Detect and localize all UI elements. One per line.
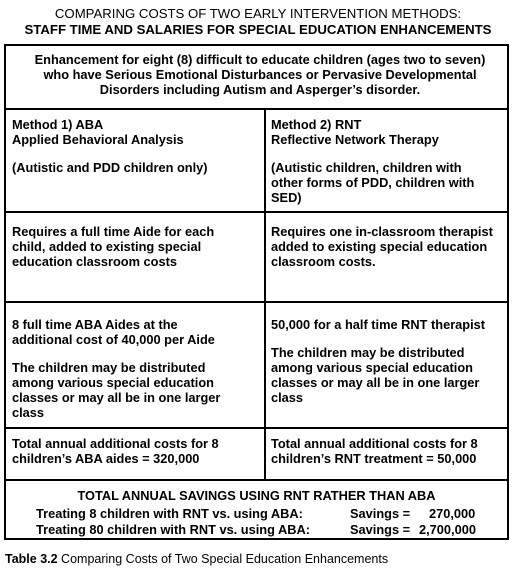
method-2-scope-line: other forms of PDD, children with xyxy=(271,175,475,190)
intro-text xyxy=(20,52,500,97)
text-line: class xyxy=(271,390,304,405)
text-line: classes or may all be in one larger xyxy=(12,390,221,405)
intro-line: Enhancement for eight (8) difficult to educate children (ages two to seven) xyxy=(34,52,486,67)
caption-label: Table 3.2 xyxy=(5,552,58,566)
text-line: additional cost of 40,000 per Aide xyxy=(12,332,215,347)
text-line: 50,000 for a half time RNT therapist xyxy=(271,317,486,332)
method-1-staffing xyxy=(12,317,247,420)
method-2-header xyxy=(271,117,507,205)
text-line: education classroom costs xyxy=(12,254,177,269)
method-1-header xyxy=(12,117,247,175)
text-line: classroom costs. xyxy=(271,254,376,269)
title-line-1: COMPARING COSTS OF TWO EARLY INTERVENTION METHODS: xyxy=(54,6,462,21)
title-line-2: STAFF TIME AND SALARIES FOR SPECIAL EDUCATION ENHANCEMENTS xyxy=(24,21,492,37)
column-divider xyxy=(264,108,266,480)
method-1-name: Method 1) ABA xyxy=(12,117,104,132)
document-title xyxy=(0,6,516,37)
method-1-total xyxy=(12,436,247,466)
text-line: 8 full time ABA Aides at the xyxy=(12,317,178,332)
text-line: Total annual additional costs for 8 xyxy=(271,436,478,451)
savings-heading: TOTAL ANNUAL SAVINGS USING RNT RATHER THAN ABA xyxy=(77,488,436,503)
text-line: The children may be distributed xyxy=(271,345,465,360)
text-line: classes or may all be in one larger xyxy=(271,375,480,390)
text-line: among various special education xyxy=(271,360,473,375)
table-caption xyxy=(5,552,388,566)
row-divider xyxy=(6,108,507,110)
savings-row-label: Treating 80 children with RNT vs. using ABA: xyxy=(36,522,310,537)
text-line: children’s RNT treatment = 50,000 xyxy=(271,451,477,466)
method-2-full-name: Reflective Network Therapy xyxy=(271,132,439,147)
row-divider xyxy=(6,211,507,213)
text-line: Total annual additional costs for 8 xyxy=(12,436,219,451)
caption-text: Comparing Costs of Two Special Education Enhancements xyxy=(57,552,389,566)
savings-row-value: 2,700,000 xyxy=(419,522,476,537)
text-line: Requires a full time Aide for each xyxy=(12,224,215,239)
row-divider xyxy=(6,427,507,429)
text-line: The children may be distributed xyxy=(12,360,206,375)
method-2-total xyxy=(271,436,507,466)
method-1-requirement xyxy=(12,224,247,269)
text-line: added to existing special education xyxy=(271,239,488,254)
savings-row-key: Savings = xyxy=(350,522,411,537)
method-2-name: Method 2) RNT xyxy=(271,117,362,132)
savings-row-key: Savings = xyxy=(350,506,411,521)
savings-row-value: 270,000 xyxy=(429,506,476,521)
method-1-scope: (Autistic and PDD children only) xyxy=(12,160,208,175)
method-2-requirement xyxy=(271,224,507,269)
text-line: children’s ABA aides = 320,000 xyxy=(12,451,200,466)
savings-row-label: Treating 8 children with RNT vs. using ABA: xyxy=(36,506,303,521)
method-2-scope-line: SED) xyxy=(271,190,302,205)
cost-comparison-table xyxy=(4,44,509,540)
row-divider xyxy=(6,301,507,303)
intro-line: Disorders including Autism and Asperger’s disorder. xyxy=(99,82,421,97)
method-1-full-name: Applied Behavioral Analysis xyxy=(12,132,184,147)
method-2-staffing xyxy=(271,317,507,405)
intro-line: who have Serious Emotional Disturbances or Pervasive Developmental xyxy=(43,67,477,82)
row-divider xyxy=(6,479,507,481)
text-line: Requires one in-classroom therapist xyxy=(271,224,493,239)
method-2-scope-line: (Autistic children, children with xyxy=(271,160,462,175)
text-line: class xyxy=(12,405,45,420)
text-line: among various special education xyxy=(12,375,214,390)
text-line: child, added to existing special xyxy=(12,239,202,254)
